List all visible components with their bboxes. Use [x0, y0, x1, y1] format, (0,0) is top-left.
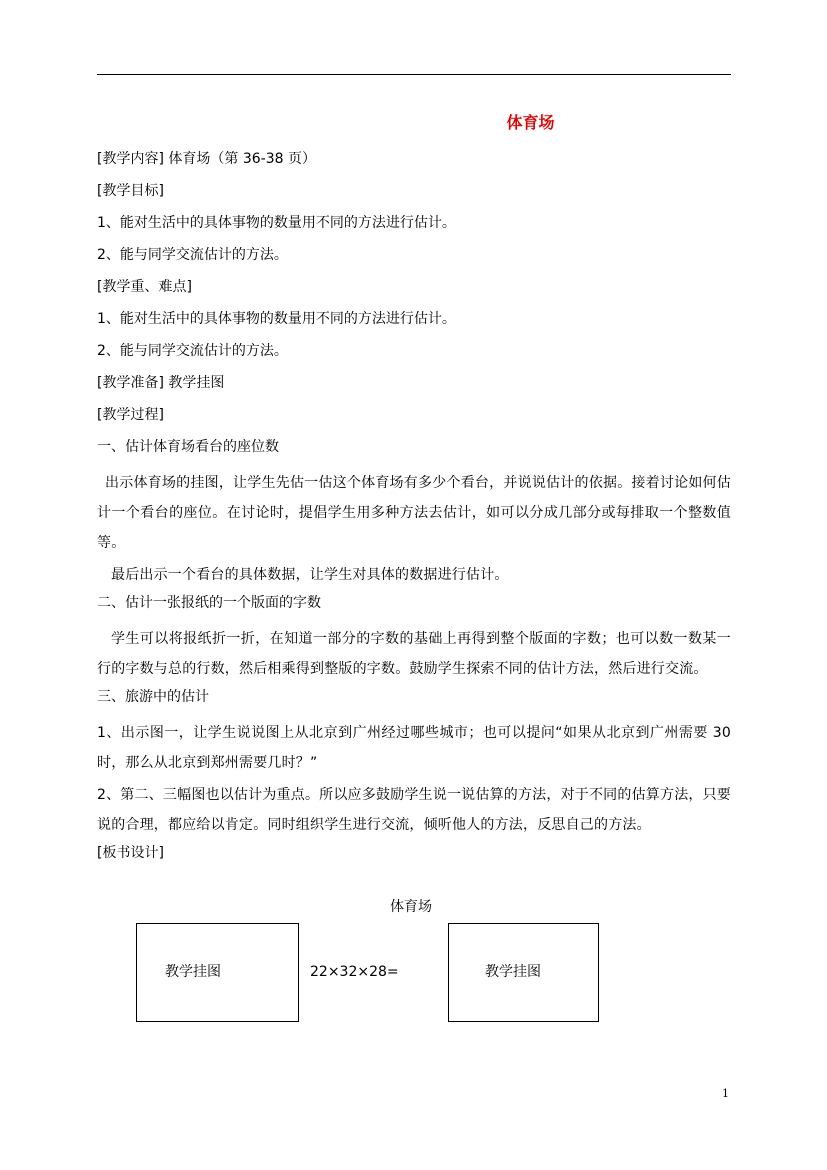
- page-number: 1: [722, 1087, 729, 1100]
- document-title: 体育场: [506, 113, 555, 132]
- section-1-paragraph: 出示体育场的挂图，让学生先估一估这个体育场有多少个看台，并说说估计的依据。接着讨论如何估计一个看台的座位。在讨论时，提倡学生用多种方法去估计，如可以分成几部分或每排取一个整数值等。: [97, 475, 731, 551]
- section-1-paragraph-2: 最后出示一个看台的具体数据，让学生对具体的数据进行估计。: [111, 567, 509, 583]
- section-1-heading: 一、估计体育场看台的座位数: [97, 439, 279, 455]
- objectives-heading: [教学目标]: [97, 183, 164, 199]
- board-left-label: 教学挂图: [165, 964, 221, 980]
- section-3-heading: 三、旅游中的估计: [97, 689, 209, 705]
- board-right-label: 教学挂图: [485, 964, 541, 980]
- process-heading: [教学过程]: [97, 407, 164, 423]
- board-right-box: [448, 923, 599, 1022]
- key-point-2: 2、能与同学交流估计的方法。: [97, 343, 288, 359]
- teaching-content-line: [教学内容] 体育场（第 36-38 页）: [97, 151, 316, 167]
- board-design-heading: [板书设计]: [97, 845, 164, 861]
- objective-1: 1、能对生活中的具体事物的数量用不同的方法进行估计。: [97, 215, 456, 231]
- section-2-paragraph: 学生可以将报纸折一折，在知道一部分的字数的基础上再得到整个版面的字数；也可以数一数某一行的字数与总的行数，然后相乘得到整版的字数。鼓励学生探索不同的估计方法，然后进行交流。: [97, 631, 731, 677]
- document-body: [97, 148, 731, 874]
- key-point-1: 1、能对生活中的具体事物的数量用不同的方法进行估计。: [97, 311, 456, 327]
- section-2-heading: 二、估计一张报纸的一个版面的字数: [97, 595, 321, 611]
- objective-2: 2、能与同学交流估计的方法。: [97, 247, 288, 263]
- board-left-box: [136, 923, 299, 1022]
- board-title: 体育场: [390, 899, 432, 915]
- section-3-item-1: 1、出示图一，让学生说说图上从北京到广州经过哪些城市；也可以提问“如果从北京到广州需要 30 时，那么从北京到郑州需要几时？”: [97, 725, 731, 771]
- section-3-item-2: 2、第二、三幅图也以估计为重点。所以应多鼓励学生说一说估算的方法，对于不同的估算方法，只要说的合理，都应给以肯定。同时组织学生进行交流，倾听他人的方法，反思自己的方法。: [97, 787, 731, 833]
- preparation-line: [教学准备] 教学挂图: [97, 375, 225, 391]
- board-formula: 22×32×28=: [310, 964, 399, 980]
- key-points-heading: [教学重、难点]: [97, 279, 192, 295]
- header-rule: [97, 74, 731, 75]
